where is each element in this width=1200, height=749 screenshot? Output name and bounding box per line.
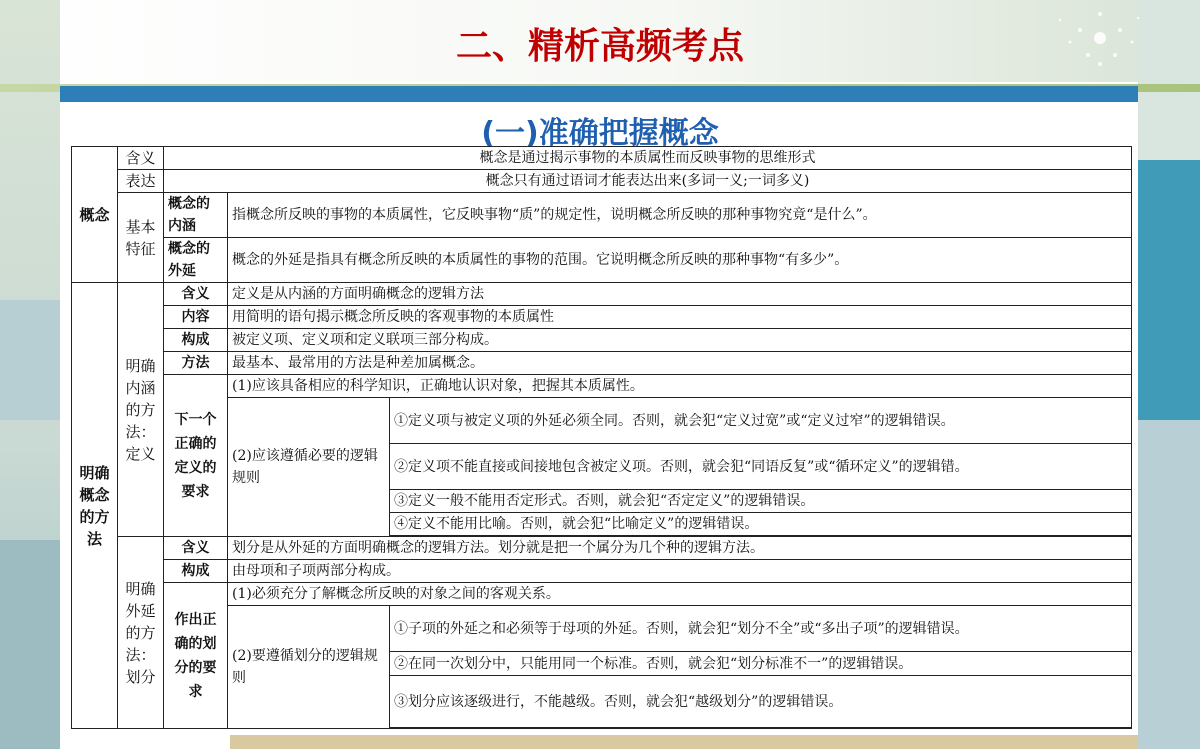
- table-row: [72, 238, 1132, 283]
- table-row: [72, 375, 1132, 398]
- division-req-label: 作出正确的划分的要求: [164, 583, 228, 729]
- definition-text: 被定义项、定义项和定义联项三部分构成。: [228, 329, 1132, 352]
- concept-label: 概念: [72, 147, 118, 283]
- definition-key: 含义: [164, 283, 228, 306]
- header-blue-bar: [60, 86, 1138, 102]
- table-row: [72, 352, 1132, 375]
- definition-req1: (1)应该具备相应的科学知识，正确地认识对象，把握其本质属性。: [228, 375, 1132, 398]
- definition-text: 最基本、最常用的方法是种差加属概念。: [228, 352, 1132, 375]
- table-row: [72, 329, 1132, 352]
- definition-rule: ②定义项不能直接或间接地包含被定义项。否则，就会犯“同语反复”或“循环定义”的逻辑错。: [390, 444, 1132, 490]
- table-row: [72, 193, 1132, 238]
- definition-req2-label: (2)应该遵循必要的逻辑规则: [228, 398, 390, 537]
- table-row: [72, 583, 1132, 606]
- footer-bar: [230, 735, 1138, 749]
- division-text: 划分是从外延的方面明确概念的逻辑方法。划分就是把一个属分为几个种的逻辑方法。: [228, 537, 1132, 560]
- extension-text: 概念的外延是指具有概念所反映的本质属性的事物的范围。它说明概念所反映的那种事物“有多少”。: [228, 238, 1132, 283]
- table-row: [72, 398, 1132, 444]
- connotation-text: 指概念所反映的事物的本质属性，它反映事物“质”的规定性，说明概念所反映的那种事物究竟“是什么”。: [228, 193, 1132, 238]
- left-decor-strip: [0, 0, 60, 749]
- table-row: [72, 147, 1132, 170]
- division-rule: ①子项的外延之和必须等于母项的外延。否则，就会犯“划分不全”或“多出子项”的逻辑错误。: [390, 606, 1132, 652]
- table-row: [72, 537, 1132, 560]
- definition-rule: ④定义不能用比喻。否则，就会犯“比喻定义”的逻辑错误。: [390, 513, 1132, 536]
- express-text: 概念只有通过语词才能表达出来(多词一义;一词多义): [164, 170, 1132, 193]
- definition-key: 方法: [164, 352, 228, 375]
- table-row: [72, 560, 1132, 583]
- table-row: [72, 606, 1132, 652]
- division-rule: ②在同一次划分中，只能用同一个标准。否则，就会犯“划分标准不一”的逻辑错误。: [390, 652, 1132, 676]
- definition-text: 用简明的语句揭示概念所反映的客观事物的本质属性: [228, 306, 1132, 329]
- definition-rule: ③定义一般不能用否定形式。否则，就会犯“否定定义”的逻辑错误。: [390, 490, 1132, 513]
- spacer-cell: [390, 728, 1132, 729]
- section-subtitle: (一)准确把握概念: [481, 116, 719, 151]
- definition-label: 明确内涵的方法：定义: [118, 283, 164, 537]
- concept-table: [71, 146, 1132, 729]
- sparkle-decoration-icon: [1040, 0, 1150, 82]
- division-text: 由母项和子项两部分构成。: [228, 560, 1132, 583]
- definition-key: 构成: [164, 329, 228, 352]
- definition-req-label: 下一个正确的定义的要求: [164, 375, 228, 537]
- extension-label: 概念的外延: [164, 238, 228, 283]
- division-key: 含义: [164, 537, 228, 560]
- feature-label: 基本特征: [118, 193, 164, 283]
- meaning-text: 概念是通过揭示事物的本质属性而反映事物的思维形式: [164, 147, 1132, 170]
- division-req2-label: (2)要遵循划分的逻辑规则: [228, 606, 390, 729]
- connotation-label: 概念的内涵: [164, 193, 228, 238]
- definition-rule: ①定义项与被定义项的外延必须全同。否则，就会犯“定义过宽”或“定义过窄”的逻辑错误。: [390, 398, 1132, 444]
- division-req1: (1)必须充分了解概念所反映的对象之间的客观关系。: [228, 583, 1132, 606]
- table-row: [72, 170, 1132, 193]
- division-rule: ③划分应该逐级进行，不能越级。否则，就会犯“越级划分”的逻辑错误。: [390, 676, 1132, 728]
- division-key: 构成: [164, 560, 228, 583]
- right-decor-strip: [1138, 0, 1200, 749]
- methods-label: 明确概念的方法: [72, 283, 118, 729]
- table-row: [72, 283, 1132, 306]
- definition-text: 定义是从内涵的方面明确概念的逻辑方法: [228, 283, 1132, 306]
- slide-title: 二、精析高频考点: [455, 25, 744, 67]
- meaning-label: 含义: [118, 147, 164, 170]
- table-row: [72, 306, 1132, 329]
- division-label: 明确外延的方法：划分: [118, 537, 164, 729]
- express-label: 表达: [118, 170, 164, 193]
- definition-key: 内容: [164, 306, 228, 329]
